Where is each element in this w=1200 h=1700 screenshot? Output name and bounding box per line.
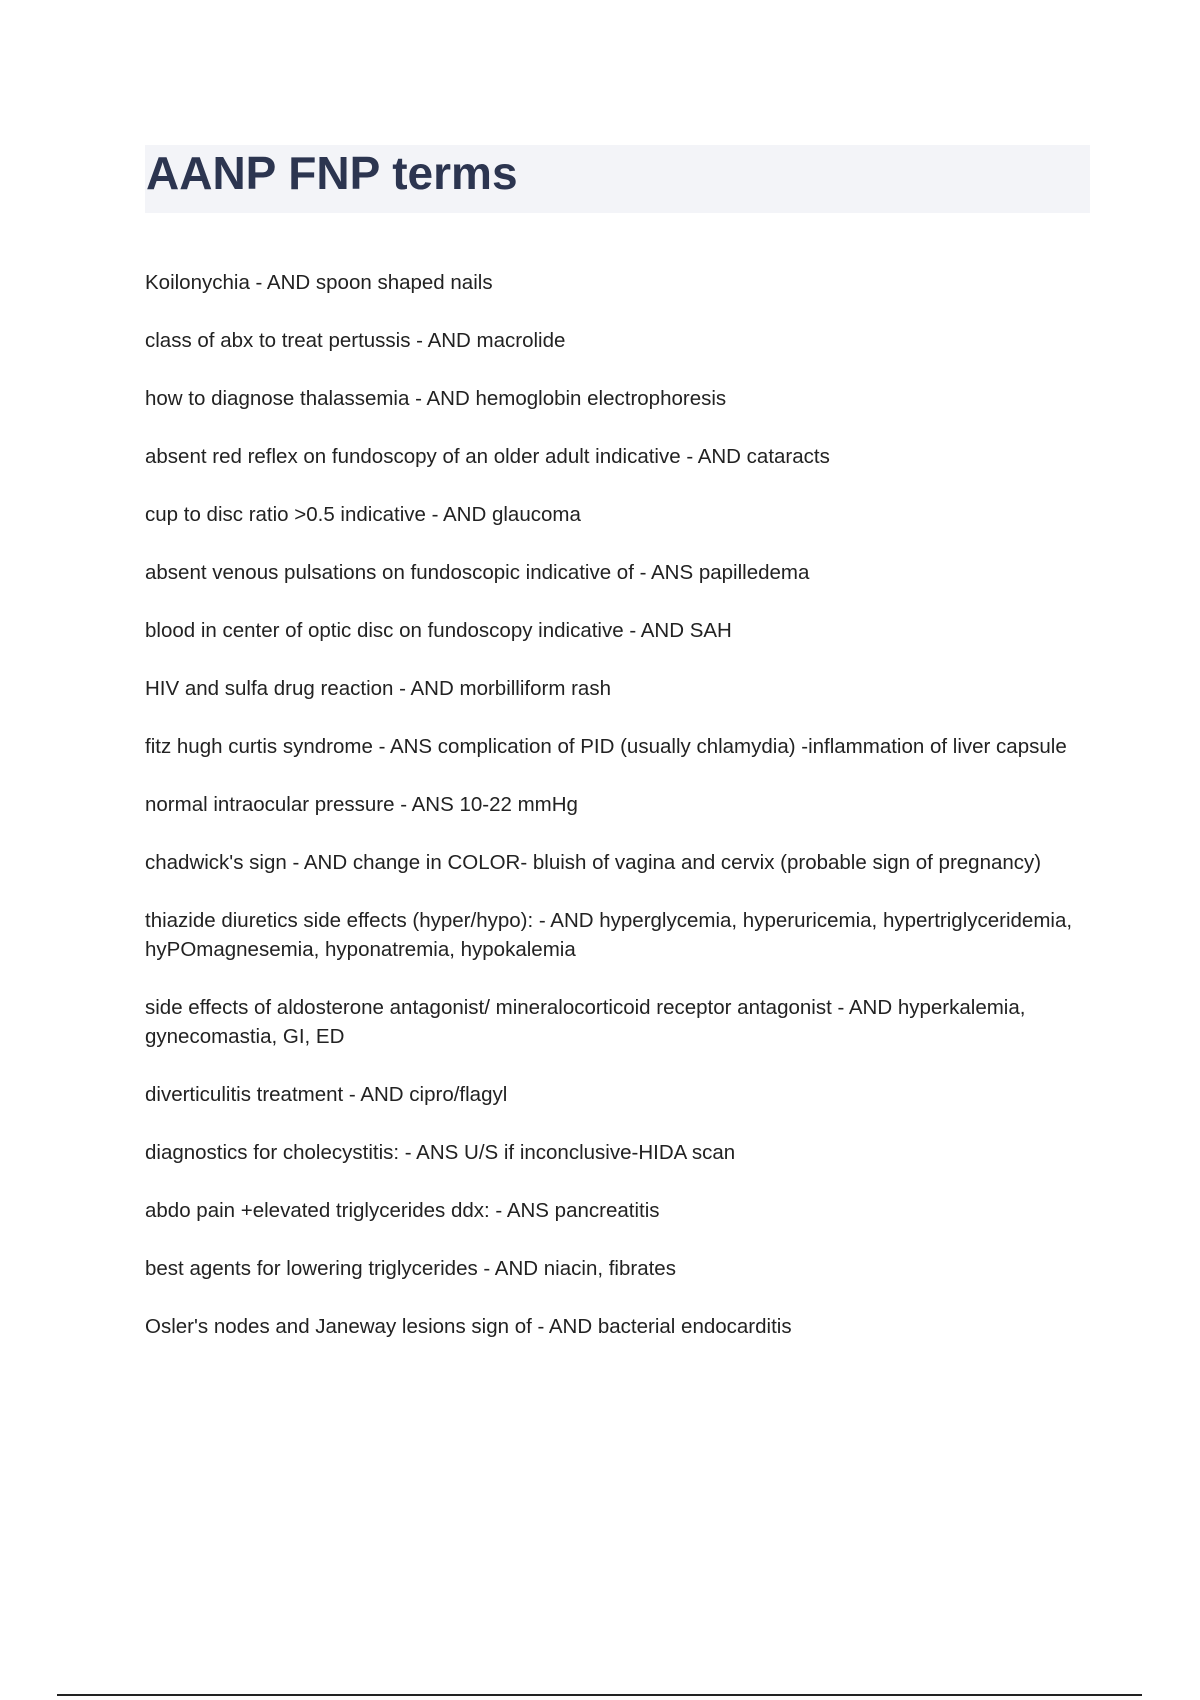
term-item: normal intraocular pressure - ANS 10-22 mmHg: [145, 793, 578, 816]
term-item: chadwick's sign - AND change in COLOR- bluish of vagina and cervix (probable sign of pregnancy): [145, 851, 1042, 874]
term-item: cup to disc ratio >0.5 indicative - AND glaucoma: [145, 503, 581, 526]
term-item: class of abx to treat pertussis - AND macrolide: [145, 329, 566, 352]
term-item: Osler's nodes and Janeway lesions sign of - AND bacterial endocarditis: [145, 1315, 792, 1338]
term-item: side effects of aldosterone antagonist/ mineralocorticoid receptor antagonist - AND hyperkalemia, gynecomastia, GI, ED: [145, 996, 1026, 1048]
footer-divider: [57, 1694, 1142, 1696]
document-title: AANP FNP terms: [146, 147, 518, 199]
term-item: abdo pain +elevated triglycerides ddx: - ANS pancreatitis: [145, 1199, 660, 1222]
term-item: absent venous pulsations on fundoscopic indicative of - ANS papilledema: [145, 561, 810, 584]
term-item: diagnostics for cholecystitis: - ANS U/S if inconclusive-HIDA scan: [145, 1141, 736, 1164]
term-item: HIV and sulfa drug reaction - AND morbilliform rash: [145, 677, 611, 700]
term-item: diverticulitis treatment - AND cipro/flagyl: [145, 1083, 508, 1106]
term-item: best agents for lowering triglycerides - AND niacin, fibrates: [145, 1257, 676, 1280]
term-item: fitz hugh curtis syndrome - ANS complication of PID (usually chlamydia) -inflammation of liver capsule: [145, 735, 1067, 758]
terms-list: [145, 268, 1090, 1370]
term-item: absent red reflex on fundoscopy of an older adult indicative - AND cataracts: [145, 445, 830, 468]
term-item: blood in center of optic disc on fundoscopy indicative - AND SAH: [145, 619, 732, 642]
term-item: Koilonychia - AND spoon shaped nails: [145, 271, 493, 294]
term-item: how to diagnose thalassemia - AND hemoglobin electrophoresis: [145, 387, 727, 410]
term-item: thiazide diuretics side effects (hyper/hypo): - AND hyperglycemia, hyperuricemia, hypertriglyceridemia, hyPOmagnesemia, hyponatremia, hypokalemia: [145, 909, 1073, 961]
